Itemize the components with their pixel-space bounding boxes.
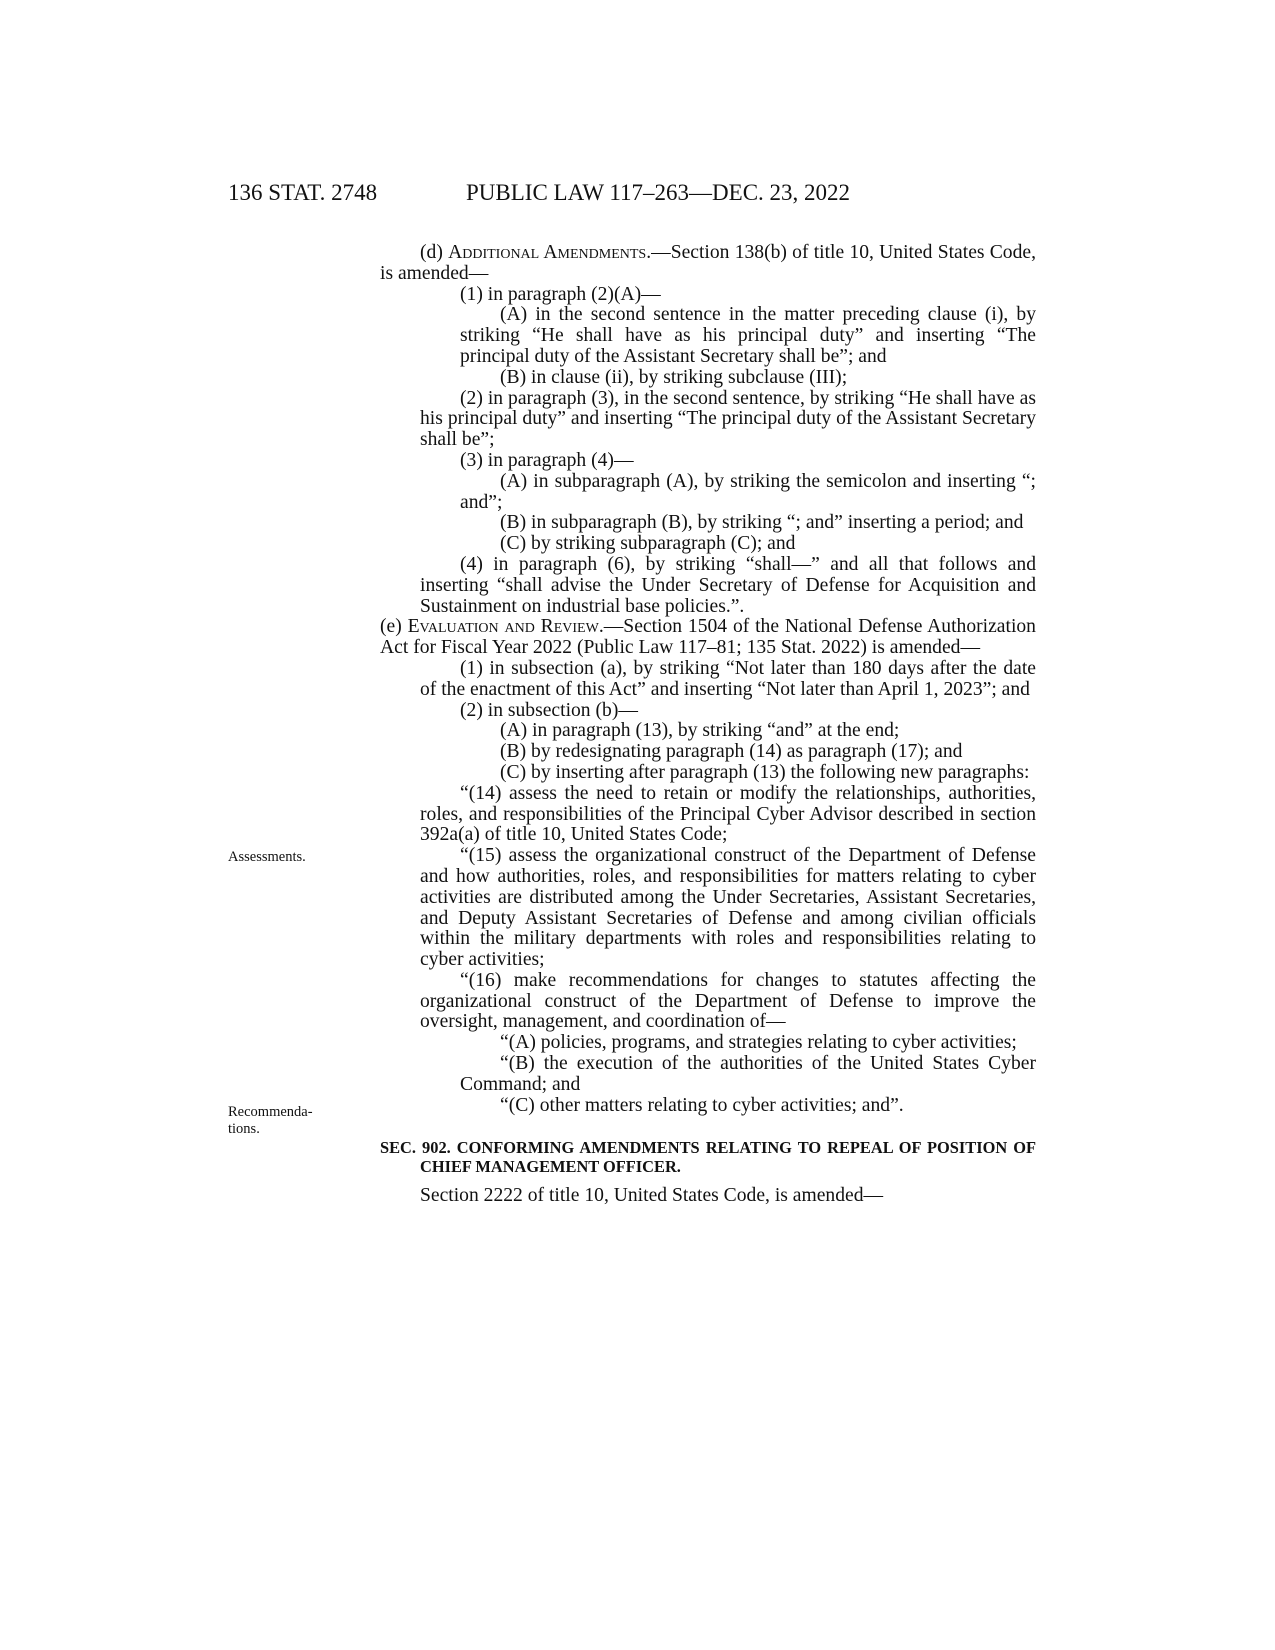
paragraph-d4-wrap — [380, 555, 1036, 617]
subparagraph-e2A: (A) in paragraph (13), by striking “and” at the end; — [500, 720, 900, 742]
subparagraph-e2B: (B) by redesignating paragraph (14) as paragraph (17); and — [500, 741, 963, 763]
paragraph-d1-text: (1) in paragraph (2)(A)— — [460, 283, 661, 305]
paragraph-e1: (1) in subsection (a), by striking “Not later than 180 days after the date of the enactment of this Act” and inserting “Not later than April 1, 2023”; and — [420, 657, 1036, 700]
statute-page-number: 136 STAT. 2748 — [228, 180, 378, 205]
subsection-e-paragraphs — [380, 659, 1036, 721]
running-header — [228, 180, 940, 210]
quoted-paragraph-16-subparagraphs — [380, 1033, 1036, 1116]
document-body — [380, 243, 1036, 1207]
subparagraph-d3A: (A) in subparagraph (A), by striking the semicolon and inserting “; and”; — [460, 470, 1036, 513]
paragraph-e2-subparagraphs — [380, 721, 1036, 783]
subsection-d-heading: Additional Amendments — [448, 242, 647, 263]
subparagraph-d3B: (B) in subparagraph (B), by striking “; and” inserting a period; and — [500, 512, 1024, 534]
quoted-subparagraph-16C: “(C) other matters relating to cyber activities; and”. — [500, 1094, 904, 1116]
subsection-d — [380, 243, 1036, 285]
quoted-paragraph-14: “(14) assess the need to retain or modify the relationships, authorities, roles, and responsibilities of the Principal Cyber Advisor described in section 392a(a) of title 10, United States Code; — [420, 782, 1036, 846]
subparagraph-e2C: (C) by inserting after paragraph (13) the following new paragraphs: — [500, 761, 1030, 783]
paragraph-d3-subparagraphs — [380, 472, 1036, 555]
subsection-e — [380, 617, 1036, 659]
public-law-citation: PUBLIC LAW 117–263—DEC. 23, 2022 — [466, 180, 851, 205]
margin-note-assessments: Assessments. — [228, 849, 306, 865]
margin-note-recommendations-line1: Recommenda- — [228, 1104, 313, 1120]
subsection-e-label: (e) — [380, 616, 402, 638]
subsection-d-label: (d) — [420, 242, 443, 263]
quoted-subparagraph-16A: “(A) policies, programs, and strategies relating to cyber activities; — [500, 1032, 1017, 1054]
subsection-e-heading: Evaluation and Review — [407, 616, 599, 638]
quoted-paragraph-16: “(16) make recommendations for changes to statutes affecting the organizational construct of the Department of Defense to improve the oversight, management, and coordination of— — [420, 969, 1036, 1033]
subparagraph-d1B: (B) in clause (ii), by striking subclause (III); — [500, 366, 848, 388]
quoted-paragraph-15: “(15) assess the organizational construct of the Department of Defense and how authorities, roles, and responsibilities for matters relating to cyber activities are distributed among the Under Secretaries, Assistant Secretaries, and Deputy Assistant Secretaries of Defense and among civilian officials within the military departments with roles and responsibilities relating to cyber activities; — [420, 845, 1036, 971]
subsection-d-paragraphs — [380, 285, 1036, 306]
subsection-d-text: .—Section 138(b) of title 10, United States Code, is amended— — [380, 242, 1037, 284]
paragraph-d2-wrap — [380, 389, 1036, 472]
paragraph-d2: (2) in paragraph (3), in the second sentence, by striking “He shall have as his principal duty” and inserting “The principal duty of the Assistant Secretary shall be”; — [420, 387, 1036, 451]
subsection-e-text: .—Section 1504 of the National Defense Authorization Act for Fiscal Year 2022 (Public Law 117–81; 135 Stat. 2022) is amended— — [380, 616, 1036, 659]
subparagraph-d1A: (A) in the second sentence in the matter preceding clause (i), by striking “He shall have as his principal duty” and inserting “The principal duty of the Assistant Secretary shall be”; and — [460, 304, 1036, 367]
quoted-subparagraph-16B: “(B) the execution of the authorities of the United States Cyber Command; and — [460, 1053, 1036, 1095]
quoted-paragraphs — [380, 784, 1036, 1034]
section-902-heading: SEC. 902. CONFORMING AMENDMENTS RELATING TO REPEAL OF POSITION OF CHIEF MANAGEMENT OFFICER. — [380, 1138, 1036, 1177]
margin-note-recommendations — [228, 1104, 338, 1138]
paragraph-d1 — [460, 285, 1036, 306]
paragraph-d1-subparagraphs — [380, 305, 1036, 388]
margin-note-recommendations-line2: tions. — [228, 1121, 260, 1137]
subparagraph-d3C: (C) by striking subparagraph (C); and — [500, 533, 796, 555]
section-902-text: Section 2222 of title 10, United States Code, is amended— — [420, 1185, 884, 1207]
paragraph-e2: (2) in subsection (b)— — [460, 699, 638, 721]
paragraph-d3: (3) in paragraph (4)— — [460, 449, 634, 471]
paragraph-d4: (4) in paragraph (6), by striking “shall—” and all that follows and inserting “shall advise the Under Secretary of Defense for Acquisition and Sustainment on industrial base policies.”. — [420, 553, 1036, 617]
